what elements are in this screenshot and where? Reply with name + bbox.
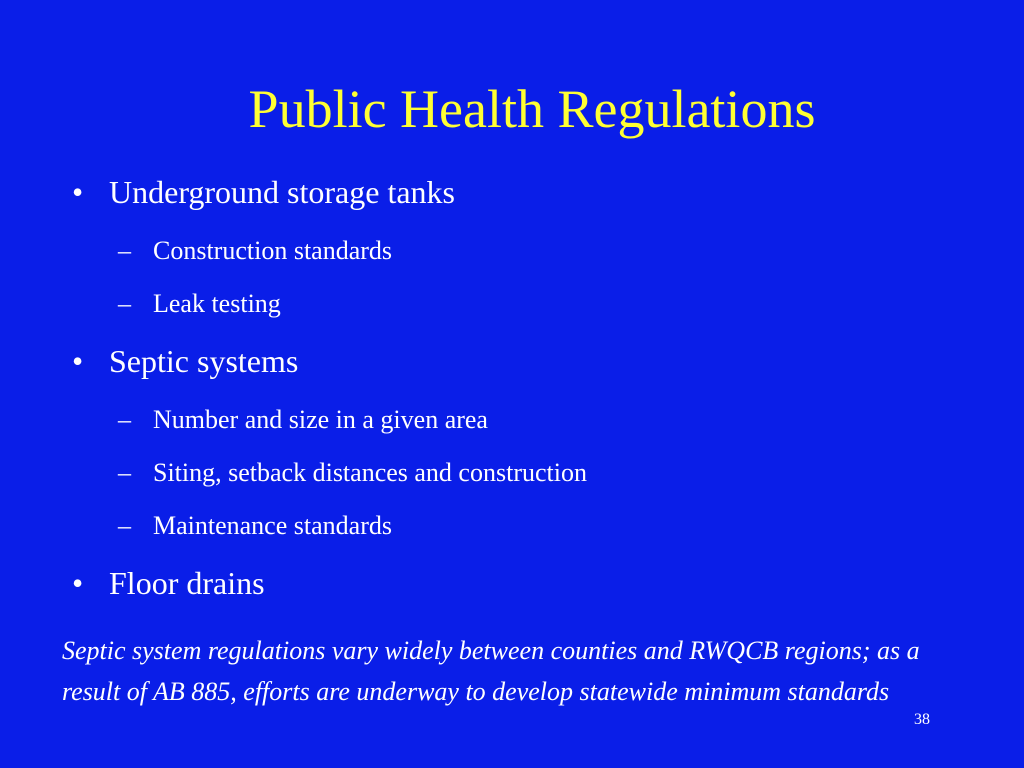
sub-bullet-marker: –	[118, 458, 131, 487]
sub-bullet-marker: –	[118, 405, 131, 434]
sub-bullet-marker: –	[118, 511, 131, 540]
bullet-text: Septic systems	[109, 343, 299, 379]
sub-bullet-text: Construction standards	[153, 236, 393, 265]
slide-title: Public Health Regulations	[248, 79, 816, 139]
bullet-marker: •	[72, 343, 84, 379]
sub-bullet-text: Siting, setback distances and construction	[153, 458, 587, 487]
bullet-text: Floor drains	[109, 565, 265, 601]
sub-bullet-marker: –	[118, 236, 131, 265]
bullet-text: Underground storage tanks	[109, 174, 455, 210]
bullet-marker: •	[72, 565, 84, 601]
sub-bullet-text: Leak testing	[153, 289, 281, 318]
sub-bullet-marker: –	[118, 289, 131, 318]
bullet-marker: •	[72, 174, 84, 210]
page-number: 38	[914, 711, 930, 728]
sub-bullet-text: Maintenance standards	[153, 511, 392, 540]
sub-bullet-text: Number and size in a given area	[153, 405, 488, 434]
footnote-text: Septic system regulations vary widely between counties and RWQCB regions; as a result of AB 885, efforts are underway to develop statewide minimum standards	[62, 636, 920, 706]
